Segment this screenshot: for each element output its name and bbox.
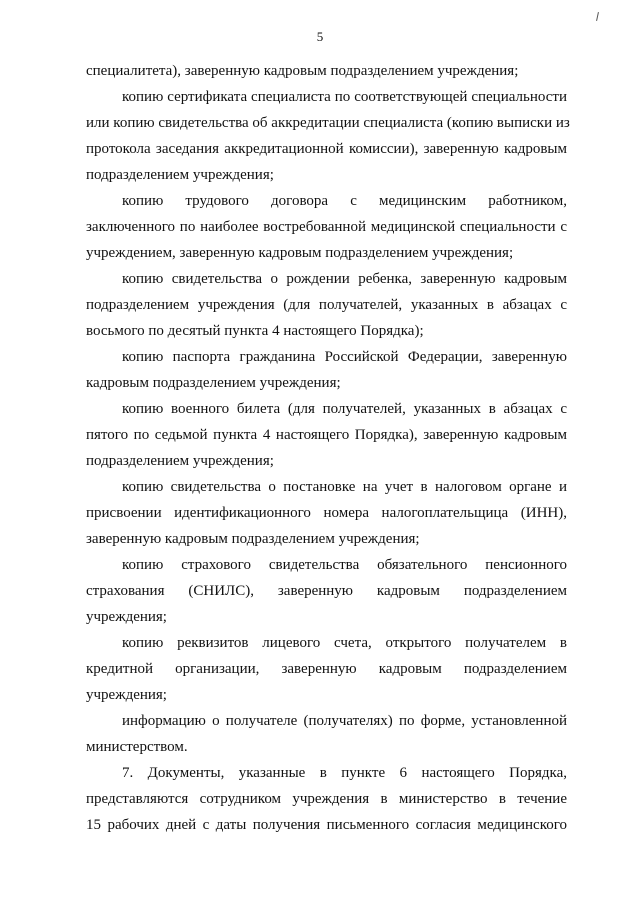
corner-mark	[596, 12, 599, 21]
text-line: копию страхового свидетельства обязательного пенсионного	[122, 557, 567, 573]
text-line: учреждения;	[86, 687, 167, 703]
text-line: страхования (СНИЛС), заверенную кадровым подразделением	[86, 583, 567, 599]
text-line: или копию свидетельства об аккредитации специалиста (копию выписки из	[86, 115, 570, 131]
text-line: специалитета), заверенную кадровым подразделением учреждения;	[86, 63, 519, 79]
text-line: копию свидетельства о рождении ребенка, заверенную кадровым	[122, 271, 567, 287]
text-line: 7. Документы, указанные в пункте 6 настоящего Порядка,	[122, 765, 567, 781]
text-line: копию военного билета (для получателей, указанных в абзацах с	[122, 401, 567, 417]
text-line: копию сертификата специалиста по соответствующей специальности	[122, 89, 567, 105]
text-line: подразделением учреждения;	[86, 167, 274, 183]
text-line: протокола заседания аккредитационной комиссии), заверенную кадровым	[86, 141, 567, 157]
text-line: пятого по седьмой пункта 4 настоящего Порядка), заверенную кадровым	[86, 427, 567, 443]
text-line: подразделением учреждения;	[86, 453, 274, 469]
text-line: подразделением учреждения (для получателей, указанных в абзацах с	[86, 297, 567, 313]
text-line: министерством.	[86, 739, 188, 755]
text-line: восьмого по десятый пункта 4 настоящего Порядка);	[86, 323, 424, 339]
text-line: информацию о получателе (получателях) по форме, установленной	[122, 713, 567, 729]
text-line: представляются сотрудником учреждения в министерство в течение	[86, 791, 567, 807]
text-line: копию трудового договора с медицинским работником,	[122, 193, 567, 209]
text-line: заверенную кадровым подразделением учреждения;	[86, 531, 420, 547]
text-line: 15 рабочих дней с даты получения письменного согласия медицинского	[86, 817, 567, 833]
text-line: копию паспорта гражданина Российской Федерации, заверенную	[122, 349, 567, 365]
text-line: копию свидетельства о постановке на учет в налоговом органе и	[122, 479, 567, 495]
text-line: учреждением, заверенную кадровым подразделением учреждения;	[86, 245, 514, 261]
text-line: учреждения;	[86, 609, 167, 625]
text-line: кадровым подразделением учреждения;	[86, 375, 341, 391]
text-line: присвоении идентификационного номера налогоплательщица (ИНН),	[86, 505, 567, 521]
text-line: кредитной организации, заверенную кадровым подразделением	[86, 661, 567, 677]
page-number: 5	[316, 29, 324, 44]
text-line: копию реквизитов лицевого счета, открытого получателем в	[122, 635, 567, 651]
text-line: заключенного по наиболее востребованной медицинской специальности с	[86, 219, 567, 235]
